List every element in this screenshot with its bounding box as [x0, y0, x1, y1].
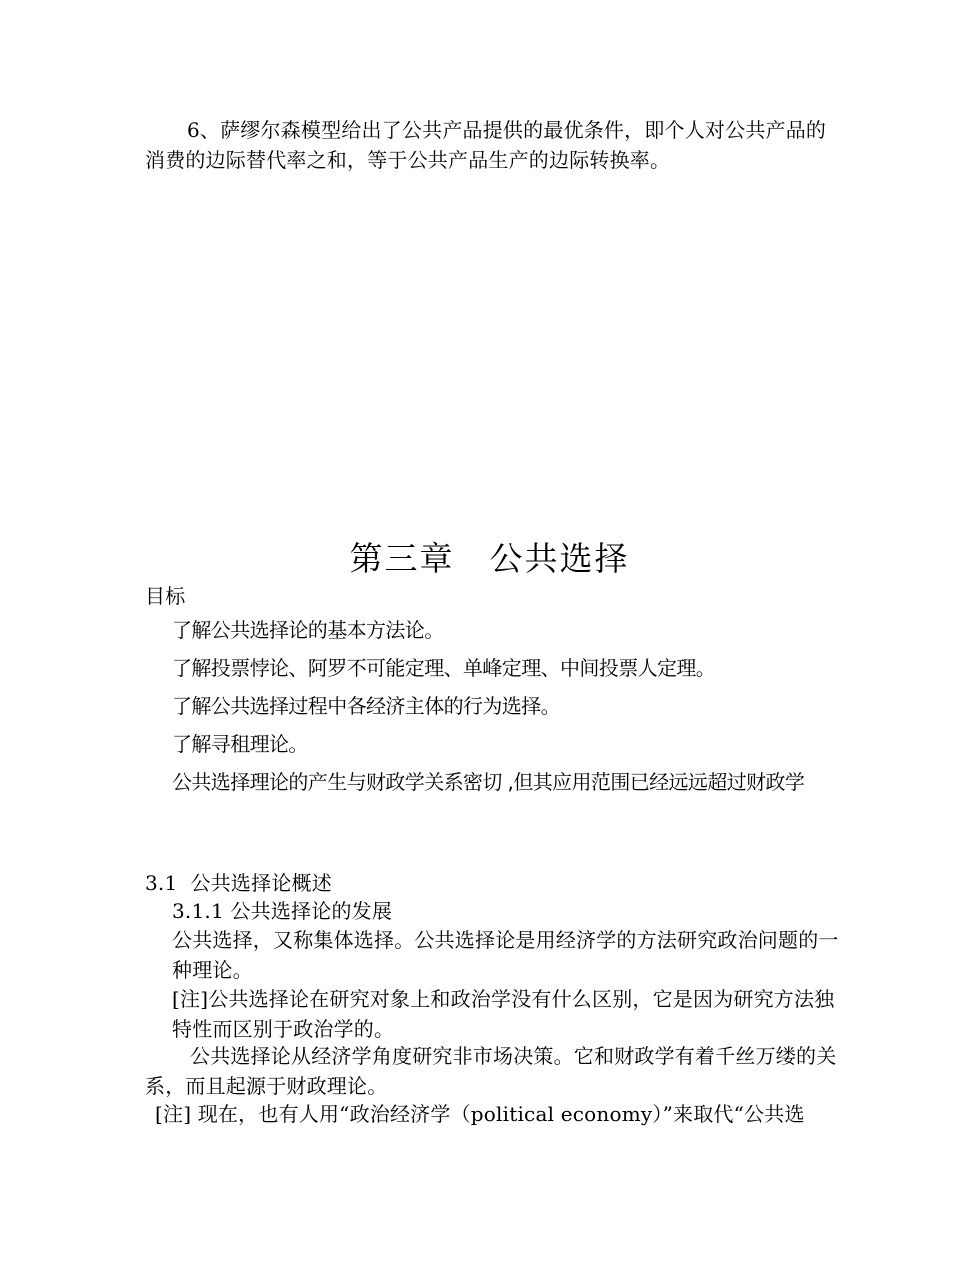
paragraph-note-political-economy: [注] 现在，也有人用“政治经济学（political economy）”来取代“公共选 [155, 1102, 805, 1126]
goals-list [172, 611, 844, 801]
goals-label: 目标 [145, 584, 186, 608]
goal-item: 公共选择理论的产生与财政学关系密切 ,但其应用范围已经远远超过财政学 [172, 770, 805, 794]
paragraph-relation-public-finance: 公共选择论从经济学角度研究非市场决策。它和财政学有着千丝万缕的关系，而且起源于财政理论。 [145, 1044, 837, 1098]
paragraph-note-political-science: [注]公共选择论在研究对象上和政治学没有什么区别，它是因为研究方法独特性而区别于政治学的。 [172, 987, 835, 1041]
goal-item: 了解公共选择论的基本方法论。 [172, 618, 444, 642]
paragraph-samuelson-model: 6、萨缪尔森模型给出了公共产品提供的最优条件，即个人对公共产品的消费的边际替代率之和，等于公共产品生产的边际转换率。 [145, 118, 827, 172]
paragraph-public-choice-definition: 公共选择，又称集体选择。公共选择论是用经济学的方法研究政治问题的一种理论。 [172, 928, 839, 982]
chapter-title: 第三章 公共选择 [349, 539, 630, 578]
goal-item: 了解投票悖论、阿罗不可能定理、单峰定理、中间投票人定理。 [172, 656, 716, 680]
section-heading-3-1: 3.1 公共选择论概述 [145, 871, 332, 895]
goal-item: 了解寻租理论。 [172, 732, 308, 756]
subsection-heading-3-1-1: 3.1.1 公共选择论的发展 [172, 899, 393, 923]
goal-item: 了解公共选择过程中各经济主体的行为选择。 [172, 694, 560, 718]
